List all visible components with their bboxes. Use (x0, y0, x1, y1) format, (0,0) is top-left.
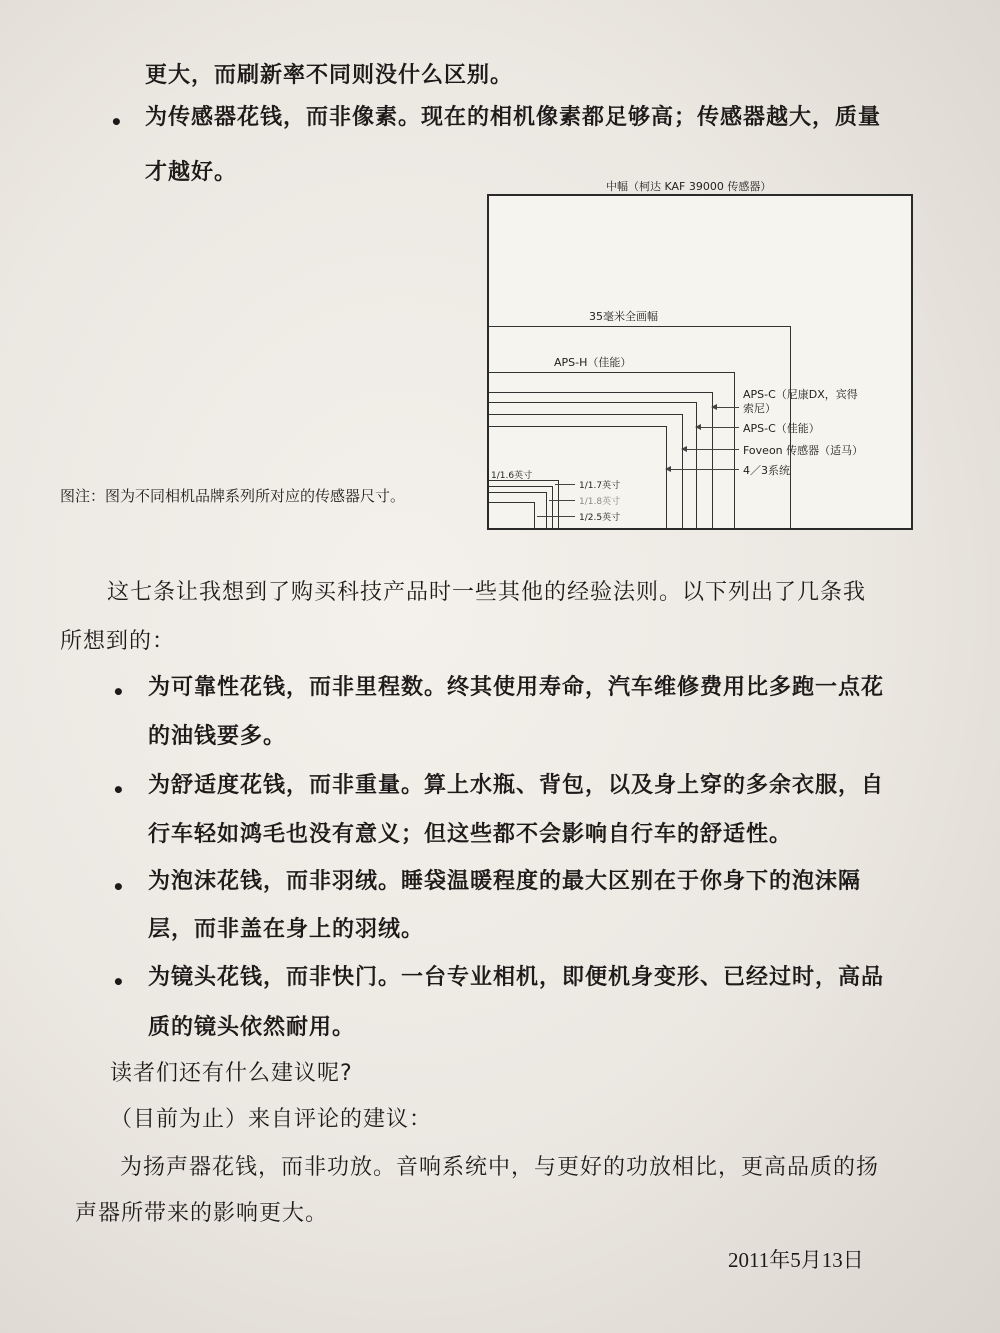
bullet-2-line-2: 的油钱要多。 (148, 724, 287, 749)
arrow-foveon (683, 449, 739, 450)
bullet-5-line-2: 质的镜头依然耐用。 (148, 1015, 356, 1040)
foveon-label: Foveon 传感器（适马） (743, 444, 864, 457)
inch-1-8-label: 1/1.8英寸 (579, 497, 621, 507)
top-line: 更大，而刷新率不同则没什么区别。 (145, 63, 514, 88)
bullet-1: • (110, 110, 123, 134)
inch-1-6-label: 1/1.6英寸 (491, 471, 533, 481)
arrowhead-four-thirds (665, 466, 671, 472)
bullet-3-line-1: 为舒适度花钱，而非重量。算上水瓶、背包，以及身上穿的多余衣服，自 (148, 773, 885, 798)
para-1-line-2: 所想到的： (60, 629, 176, 654)
bullet-1-line-1: 为传感器花钱，而非像素。现在的相机像素都足够高；传感器越大，质量 (145, 105, 882, 130)
suggestion-line-2: 声器所带来的影响更大。 (75, 1201, 329, 1226)
arrowhead-aps-c-canon (695, 424, 701, 430)
bullet-5-line-1: 为镜头花钱，而非快门。一台专业相机，即便机身变形、已经过时，高品 (148, 965, 885, 990)
arrow-aps-c-canon (697, 427, 739, 428)
four-thirds-label: 4／3系统 (743, 464, 790, 477)
bullet-3: • (112, 778, 125, 802)
sensor-size-figure (487, 194, 913, 530)
arrowhead-aps-c-nikon (711, 404, 717, 410)
full-frame-label: 35毫米全画幅 (589, 310, 658, 323)
arrowhead-foveon (681, 446, 687, 452)
bullet-5: • (112, 970, 125, 994)
arrow-inch-2-5 (537, 516, 575, 517)
inch-2-5-rect (487, 502, 535, 530)
bullet-4: • (112, 875, 125, 899)
aps-h-label: APS-H（佳能） (554, 356, 632, 369)
para-1-line-1: 这七条让我想到了购买科技产品时一些其他的经验法则。以下列出了几条我 (107, 580, 867, 605)
bullet-2-line-1: 为可靠性花钱，而非里程数。终其使用寿命，汽车维修费用比多跑一点花 (148, 675, 885, 700)
arrow-four-thirds (667, 469, 739, 470)
figure-title: 中幅（柯达 KAF 39000 传感器） (606, 180, 772, 193)
suggestions-title: （目前为止）来自评论的建议： (110, 1107, 433, 1132)
aps-c-nikon-label-2: 索尼） (743, 402, 776, 415)
bullet-4-line-2: 层，而非盖在身上的羽绒。 (148, 917, 425, 942)
aps-c-nikon-label: APS-C（尼康DX，宾得 (743, 388, 858, 401)
bullet-4-line-1: 为泡沫花钱，而非羽绒。睡袋温暖程度的最大区别在于你身下的泡沫隔 (148, 869, 862, 894)
arrow-inch-1-8 (549, 500, 575, 501)
bullet-3-line-2: 行车轻如鸿毛也没有意义；但这些都不会影响自行车的舒适性。 (148, 822, 793, 847)
bullet-2: • (112, 680, 125, 704)
inch-2-5-label: 1/2.5英寸 (579, 513, 621, 523)
question-line: 读者们还有什么建议呢? (110, 1061, 353, 1086)
aps-c-canon-label: APS-C（佳能） (743, 422, 820, 435)
suggestion-line-1: 为扬声器花钱，而非功放。音响系统中，与更好的功放相比，更高品质的扬 (120, 1155, 880, 1180)
figure-caption: 图注：图为不同相机品牌系列所对应的传感器尺寸。 (60, 487, 406, 505)
bullet-1-line-2: 才越好。 (145, 160, 238, 185)
inch-1-7-label: 1/1.7英寸 (579, 481, 621, 491)
date: 2011年5月13日 (728, 1248, 864, 1272)
arrow-inch-1-7 (555, 484, 575, 485)
